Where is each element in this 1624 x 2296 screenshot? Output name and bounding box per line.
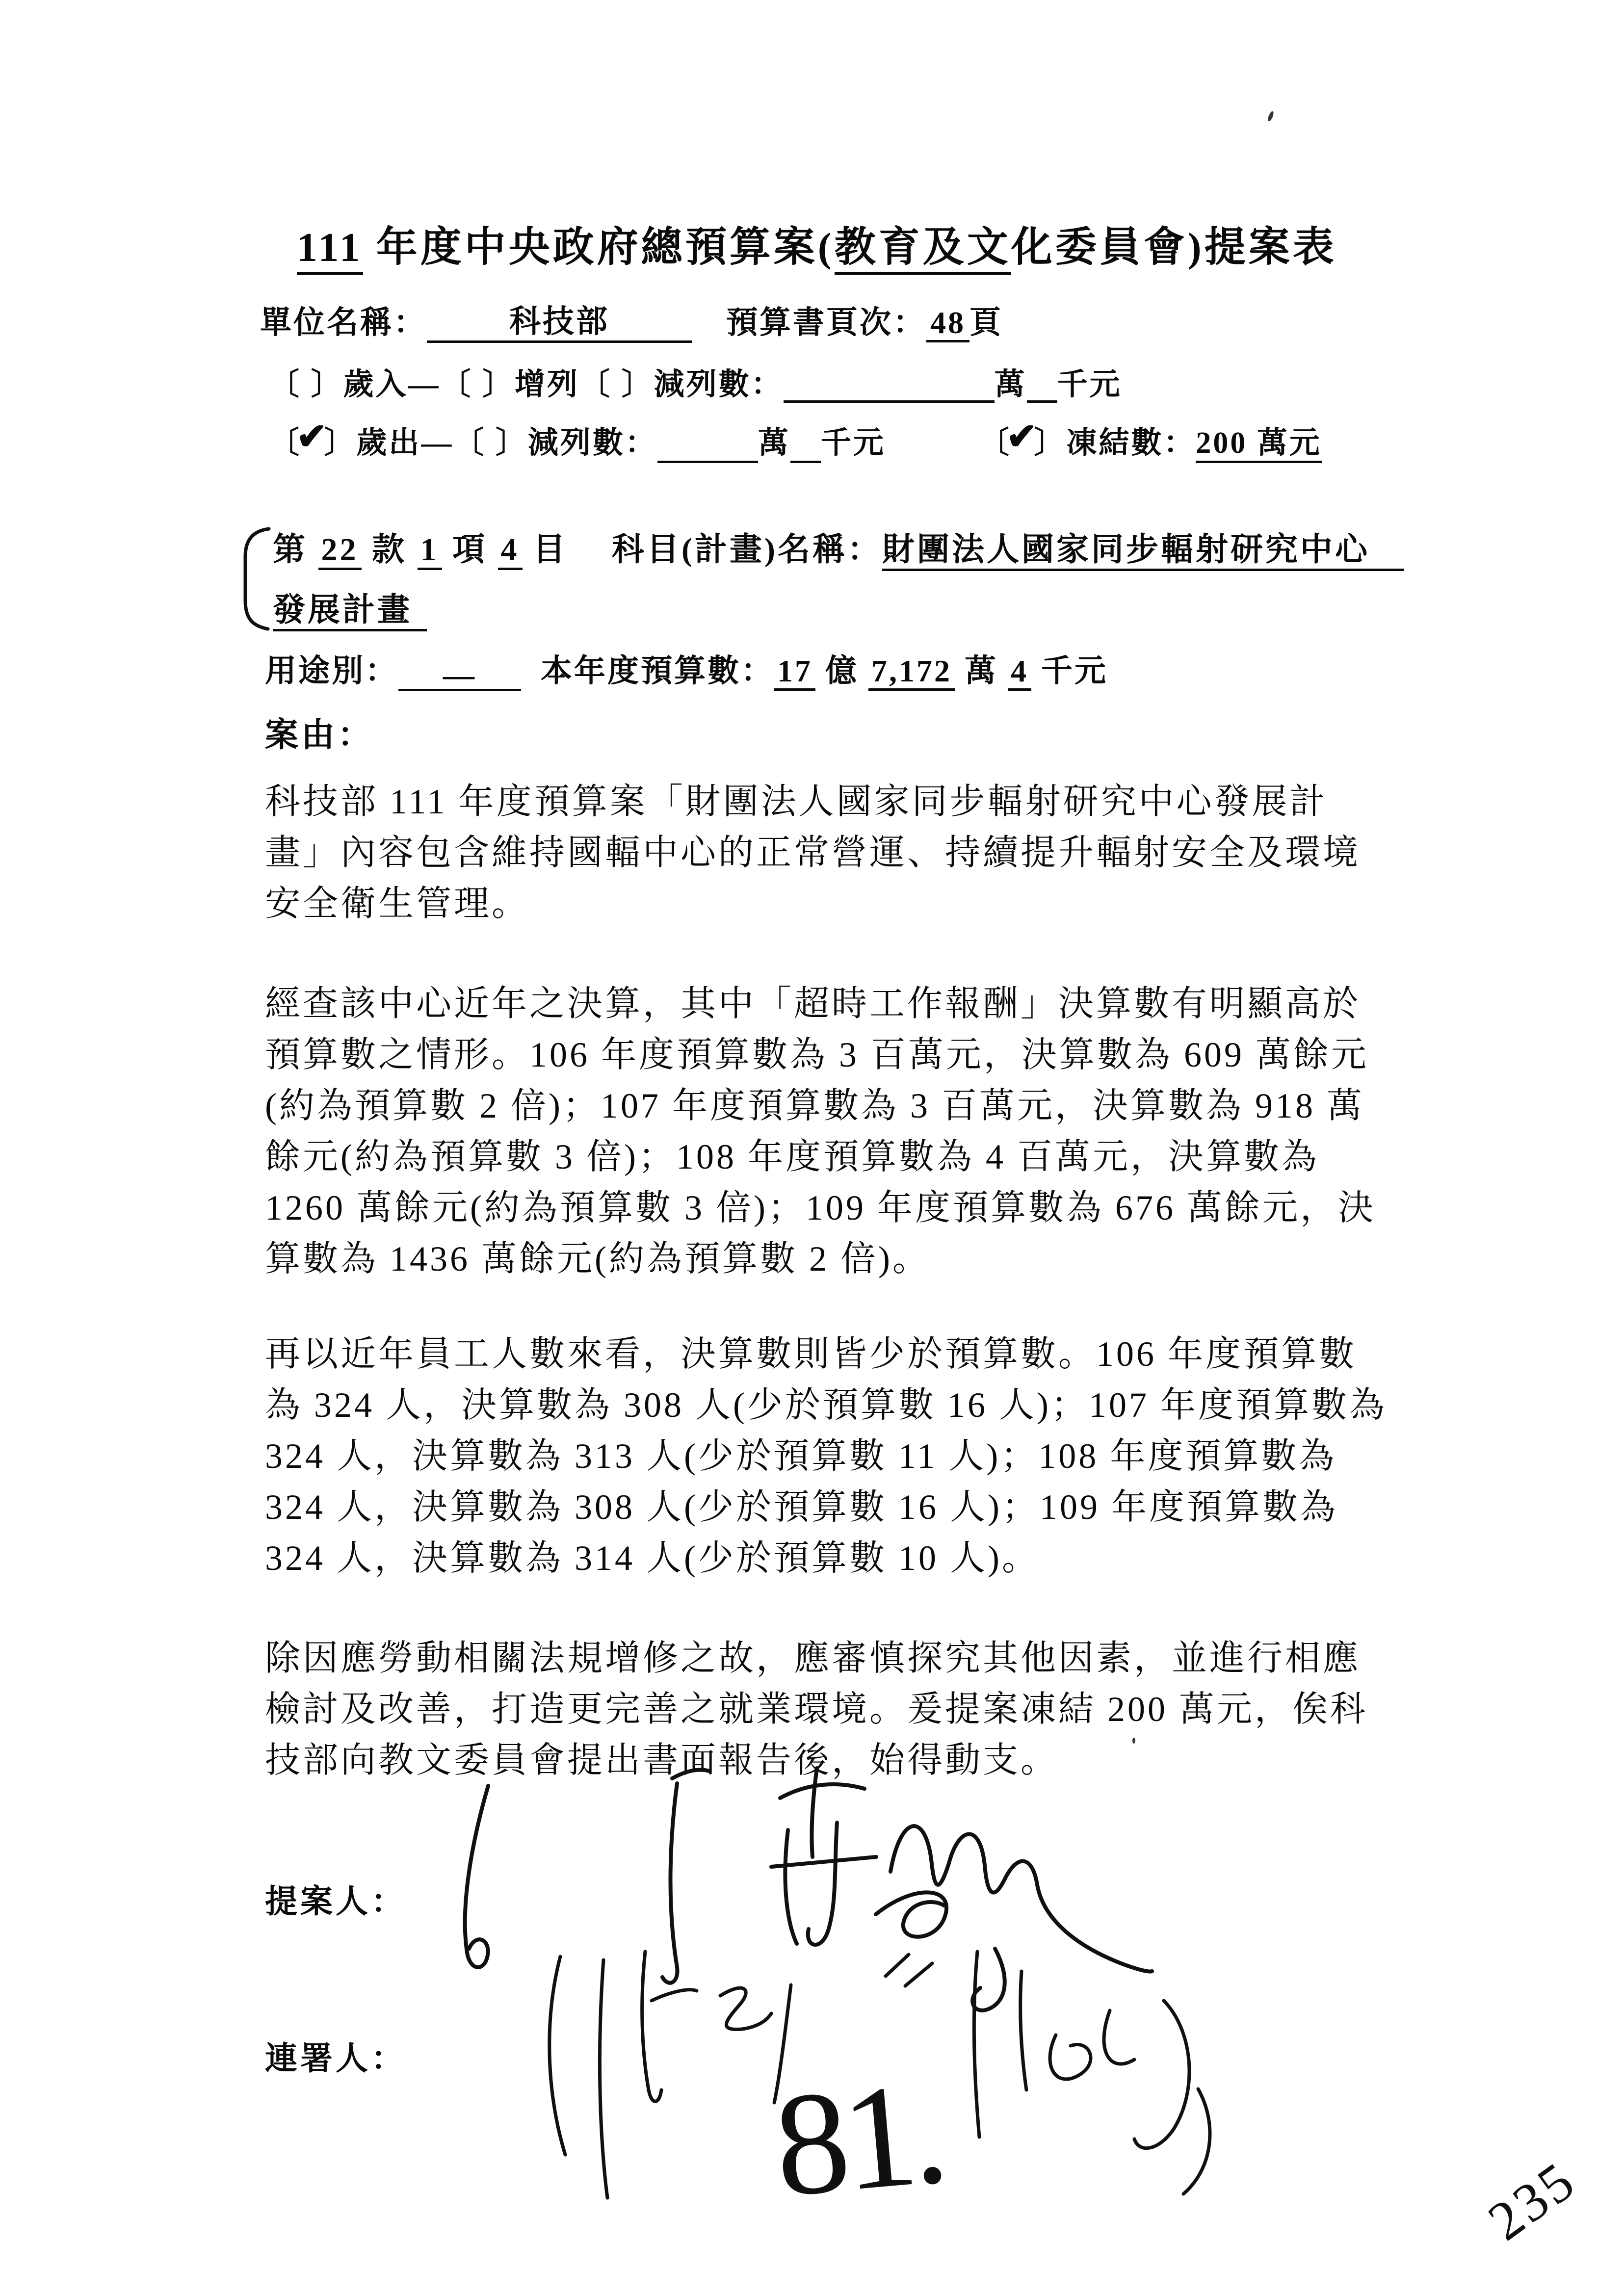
qian-unit: 千元 — [1057, 368, 1122, 401]
yi-unit: 億 — [815, 653, 868, 688]
budget-qian-number: 4 — [1008, 653, 1031, 691]
section-xiang-number: 1 — [418, 532, 442, 570]
unit-name-label: 單位名稱： — [260, 305, 427, 340]
check-mark-icon: ✔ — [1006, 417, 1039, 457]
page-title — [297, 223, 1337, 272]
section-kuan-label: 款 — [361, 532, 418, 568]
freeze-amount-unit: 萬元 — [1257, 426, 1322, 460]
wan-unit: 萬 — [994, 368, 1027, 401]
subject-name-value-cont: 發展計畫 — [273, 592, 427, 631]
case-heading-label: 案由： — [265, 716, 374, 754]
subject-name-value: 財團法人國家同步輻射研究中心 — [882, 532, 1404, 571]
paragraph-line: 324 人，決算數為 314 人(少於預算數 10 人)。 — [265, 1539, 1040, 1578]
handwritten-number: 81. — [768, 2050, 948, 2228]
budget-page-label: 預算書頁次： — [726, 305, 926, 340]
freeze-amount-value — [1196, 426, 1322, 463]
paragraph-line: 科技部 111 年度預算案「財團法人國家同步輻射研究中心發展計 — [265, 782, 1328, 821]
title-committee-underlined: 教育及文 — [835, 225, 1011, 275]
cut-checkbox: 〔 〕 — [453, 426, 528, 460]
title-tail: 化委員會)提案表 — [1011, 225, 1337, 270]
decrease-amount-label: 減列數： — [654, 368, 784, 401]
section-kuan-number: 22 — [318, 532, 362, 570]
paragraph-line: 除因應勞動相關法規增修之故，應審慎探究其他因素，並進行相應 — [265, 1639, 1361, 1678]
title-year: 111 — [297, 225, 363, 275]
section-prefix: 第 — [273, 532, 318, 568]
section-number-line — [273, 531, 1404, 569]
revenue-row — [269, 367, 1122, 403]
expenditure-row — [269, 417, 1322, 463]
paragraph-line: 再以近年員工人數來看，決算數則皆少於預算數。106 年度預算數 — [265, 1334, 1357, 1374]
paragraph-line: 畫」內容包含維持國輻中心的正常營運、持續提升輻射安全及環境 — [265, 833, 1361, 872]
amount-blank-small — [790, 430, 821, 463]
wan-unit: 萬 — [758, 426, 790, 460]
expenditure-label: 歲出— — [356, 426, 454, 460]
budget-page-unit: 頁 — [969, 305, 1003, 340]
scan-speck — [1267, 110, 1275, 122]
usage-dash: — — [443, 657, 476, 693]
paragraph-line: 算數為 1436 萬餘元(約為預算數 2 倍)。 — [265, 1239, 930, 1278]
paragraph-line: (約為預算數 2 倍)；107 年度預算數為 3 百萬元，決算數為 918 萬 — [265, 1086, 1364, 1125]
amount-blank-small — [1027, 369, 1057, 403]
subject-name-label: 科目(計畫)名稱： — [612, 532, 882, 568]
paragraph-line: 324 人，決算數為 313 人(少於預算數 11 人)；108 年度預算數為 — [265, 1436, 1337, 1476]
proposer-label: 提案人： — [265, 1884, 406, 1920]
checkbox-close: 〕 — [324, 426, 357, 460]
unit-line — [260, 303, 1003, 343]
budget-page-value: 48 — [926, 305, 969, 342]
usage-label: 用途別： — [265, 653, 398, 688]
increase-label: 增列 — [515, 368, 580, 401]
paragraph-line: 檢討及改善，打造更完善之就業環境。爰提案凍結 200 萬元，俟科 — [265, 1690, 1368, 1729]
amount-blank — [784, 369, 995, 403]
check-mark-icon: ✔ — [296, 417, 329, 457]
paragraph-line: 餘元(約為預算數 3 倍)；108 年度預算數為 4 百萬元，決算數為 — [265, 1137, 1319, 1176]
section-mu-number: 4 — [498, 532, 523, 570]
usage-line — [265, 652, 1108, 691]
paragraph-line: 預算數之情形。106 年度預算數為 3 百萬元，決算數為 609 萬餘元 — [265, 1035, 1369, 1074]
budget-wan-number: 7,172 — [868, 653, 955, 691]
title-mid: 年度中央政府總預算案( — [363, 225, 835, 270]
paragraph-line: 安全衛生管理。 — [265, 884, 530, 923]
checkbox-open: 〔 — [978, 426, 1011, 460]
cosigner-label: 連署人： — [265, 2041, 406, 2077]
case-heading — [265, 715, 374, 755]
paragraph-line: 324 人，決算數為 308 人(少於預算數 16 人)；109 年度預算數為 — [265, 1487, 1338, 1527]
freeze-amount-number: 200 — [1196, 426, 1248, 460]
section-mu-label: 目 — [522, 532, 568, 568]
paragraph-line: 技部向教文委員會提出書面報告後，始得動支。 — [265, 1741, 1059, 1780]
wan-unit: 萬 — [955, 653, 1008, 688]
paragraph-line: 1260 萬餘元(約為預算數 3 倍)；109 年度預算數為 676 萬餘元，決 — [265, 1188, 1376, 1227]
cut-amount-label: 減列數： — [527, 426, 657, 460]
revenue-checkbox: 〔 〕 — [269, 368, 343, 401]
freeze-amount-label: 凍結數： — [1066, 426, 1196, 460]
checkbox-close: 〕 — [1034, 426, 1067, 460]
corner-page-number: 235 — [1477, 2149, 1587, 2252]
paragraph-line: 經查該中心近年之決算，其中「超時工作報酬」決算數有明顯高於 — [265, 984, 1361, 1023]
revenue-label: 歲入— — [343, 368, 441, 401]
budget-yi-number: 17 — [774, 653, 815, 691]
year-budget-label: 本年度預算數： — [541, 653, 774, 688]
qian-unit: 千元 — [820, 426, 886, 460]
paragraph-line: 為 324 人，決算數為 308 人(少於預算數 16 人)；107 年度預算數為 — [265, 1385, 1387, 1425]
left-bracket-icon — [238, 526, 270, 632]
checkbox-open: 〔 — [269, 426, 302, 460]
subject-name-line2 — [273, 591, 427, 629]
section-xiang-label: 項 — [442, 532, 498, 568]
unit-name-value: 科技部 — [427, 303, 692, 343]
amount-blank — [657, 430, 758, 463]
decrease-checkbox: 〔 〕 — [579, 368, 654, 401]
qian-unit: 千元 — [1031, 653, 1108, 688]
usage-blank — [398, 656, 521, 691]
scan-speck — [1132, 1738, 1135, 1744]
increase-checkbox: 〔 〕 — [440, 368, 515, 401]
